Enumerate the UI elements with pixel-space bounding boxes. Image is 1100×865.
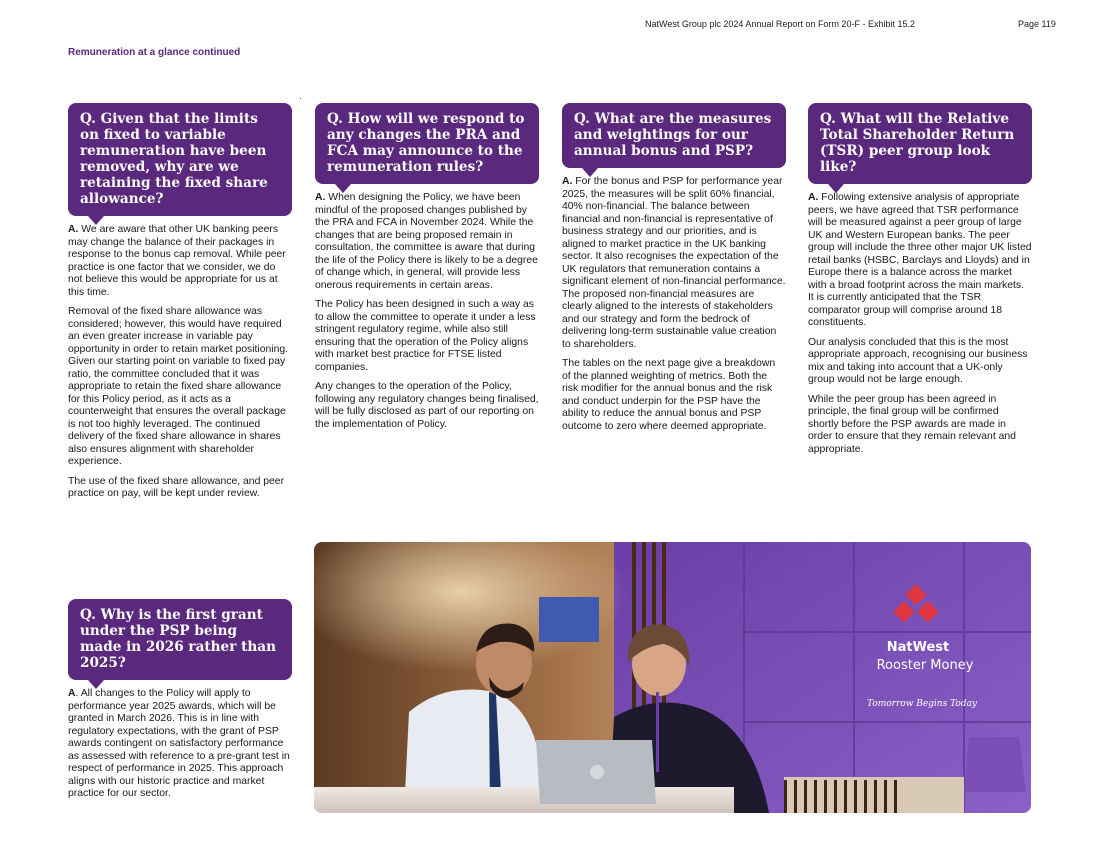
- qa-column-1: [68, 103, 292, 508]
- answer-paragraph: The use of the fixed share allowance, and peer practice on pay, will be kept under review.: [68, 475, 285, 499]
- sign-slogan: Tomorrow Begins Today: [866, 699, 978, 709]
- answer-paragraph: A. When designing the Policy, we have been mindful of the proposed changes published by the PRA and FCA in November 2024. While the changes that are being proposed remain in consultation, the committee is aware that during the life of the Policy there is likely to be a degree of change which, in general, will provide less onerous requirements in certain areas.: [315, 192, 538, 291]
- report-title: NatWest Group plc 2024 Annual Report on Form 20-F - Exhibit 15.2: [645, 19, 915, 29]
- answer-paragraph: Any changes to the operation of the Policy, following any regulatory changes being finalised, will be fully disclosed as part of our reporting on the implementation of Policy.: [315, 381, 539, 430]
- answer-block: [68, 688, 292, 801]
- answer-prefix: A.: [315, 192, 326, 203]
- purple-chair: [964, 737, 1026, 792]
- answer-block: [315, 192, 539, 431]
- answer-block: [808, 192, 1032, 456]
- qa-column-1b: [68, 599, 292, 808]
- answer-paragraph: Removal of the fixed share allowance was considered; however, this would have required an even greater increase in variable pay opportunity in order to retain market positioning. Given our starting point on variable to fixed pay ratio, the committee concluded that it was appropriate to retain the fixed share allowance for this Policy period, as it acts as a counterweight that ensures the overall package is not too highly leveraged. The continued delivery of the fixed share allowance in shares also ensures alignment with shareholder experience.: [68, 306, 289, 467]
- answer-prefix: A.: [808, 192, 819, 203]
- tv-screen: [539, 597, 599, 642]
- answer-paragraph: A. We are aware that other UK banking peers may change the balance of their packages in response to the bonus cap removal. While peer practice is one factor that we consider, we do not believe this would be appropriate for us at this time.: [68, 224, 286, 298]
- qa-column-4: [808, 103, 1032, 463]
- desk: [314, 787, 734, 813]
- answer-paragraph: A. Following extensive analysis of appropriate peers, we have agreed that TSR performance will be measured against a peer group of large UK and Western European banks. The peer group will include the three other major UK listed retail banks (HSBC, Barclays and Lloyds) and in Europe there is a balance across the market with a broad footprint across the main markets. It is currently anticipated that the TSR comparator group will comprise around 18 constituents.: [808, 192, 1032, 328]
- answer-block: [68, 224, 292, 501]
- answer-paragraph: The Policy has been designed in such a way as to allow the committee to operate it under a less stringent regulatory regime, while also still ensuring that the operation of the Policy aligns with market best practice for FTSE listed companies.: [315, 299, 536, 373]
- answer-paragraph: The tables on the next page give a breakdown of the planned weighting of metrics. Both the risk modifier for the annual bonus and the risk and conduct underpin for the PSP have the ability to reduce the annual bonus and PSP outcome to zero where deemed appropriate.: [562, 358, 776, 432]
- answer-paragraph: A. For the bonus and PSP for performance year 2025, the measures will be split 60% financial, 40% non-financial. The balance between financial and non-financial is representative of business strategy and our priorities, and is aligned to market practice in the UK banking sector. It also recognises the expectation of the UK regulators that remuneration contains a significant element of non-financial performance. The proposed non-financial measures are clearly aligned to the interests of stakeholders and our strategy and form the bedrock of delivering long-term sustainable value creation to shareholders.: [562, 176, 786, 350]
- laptop-logo-icon: [590, 765, 604, 779]
- floor-slats: [784, 777, 964, 813]
- answer-prefix: A.: [68, 224, 79, 235]
- sign-product: Rooster Money: [876, 658, 974, 673]
- office-scene-illustration: [314, 542, 1031, 813]
- answer-paragraph: While the peer group has been agreed in principle, the final group will be confirmed shortly before the PSP awards are made in order to ensure that they remain relevant and appropriate.: [808, 393, 1016, 455]
- question-box: Q. Why is the first grant under the PSP being made in 2026 rather than 2025?: [68, 599, 292, 680]
- page-number: Page 119: [1018, 19, 1056, 29]
- answer-prefix: A: [68, 688, 76, 699]
- question-box: Q. How will we respond to any changes the PRA and FCA may announce to the remuneration rules?: [315, 103, 539, 184]
- answer-paragraph: Our analysis concluded that this is the most appropriate approach, recognising our business mix and taking into account that a UK-only group would not be large enough.: [808, 336, 1028, 385]
- stray-dot: [300, 98, 301, 99]
- section-title: Remuneration at a glance continued: [68, 47, 241, 58]
- sign-brand: NatWest: [886, 640, 950, 655]
- question-box: Q. What will the Relative Total Shareholder Return (TSR) peer group look like?: [808, 103, 1032, 184]
- answer-prefix: A.: [562, 176, 573, 187]
- qa-column-2: [315, 103, 539, 438]
- answer-paragraph: A. All changes to the Policy will apply to performance year 2025 awards, which will be granted in March 2026. This is in line with regulatory expectations, with the grant of PSP awards contingent on satisfactory performance as assessed with reference to a pre-grant test in respect of performance in 2025. This approach aligns with our historic practice and market practice for our sector.: [68, 688, 290, 799]
- office-photo: [314, 542, 1031, 813]
- question-box: Q. What are the measures and weightings for our annual bonus and PSP?: [562, 103, 786, 168]
- qa-column-3: [562, 103, 786, 440]
- answer-block: [562, 176, 786, 433]
- question-box: Q. Given that the limits on fixed to variable remuneration have been removed, why are we retaining the fixed share allowance?: [68, 103, 292, 216]
